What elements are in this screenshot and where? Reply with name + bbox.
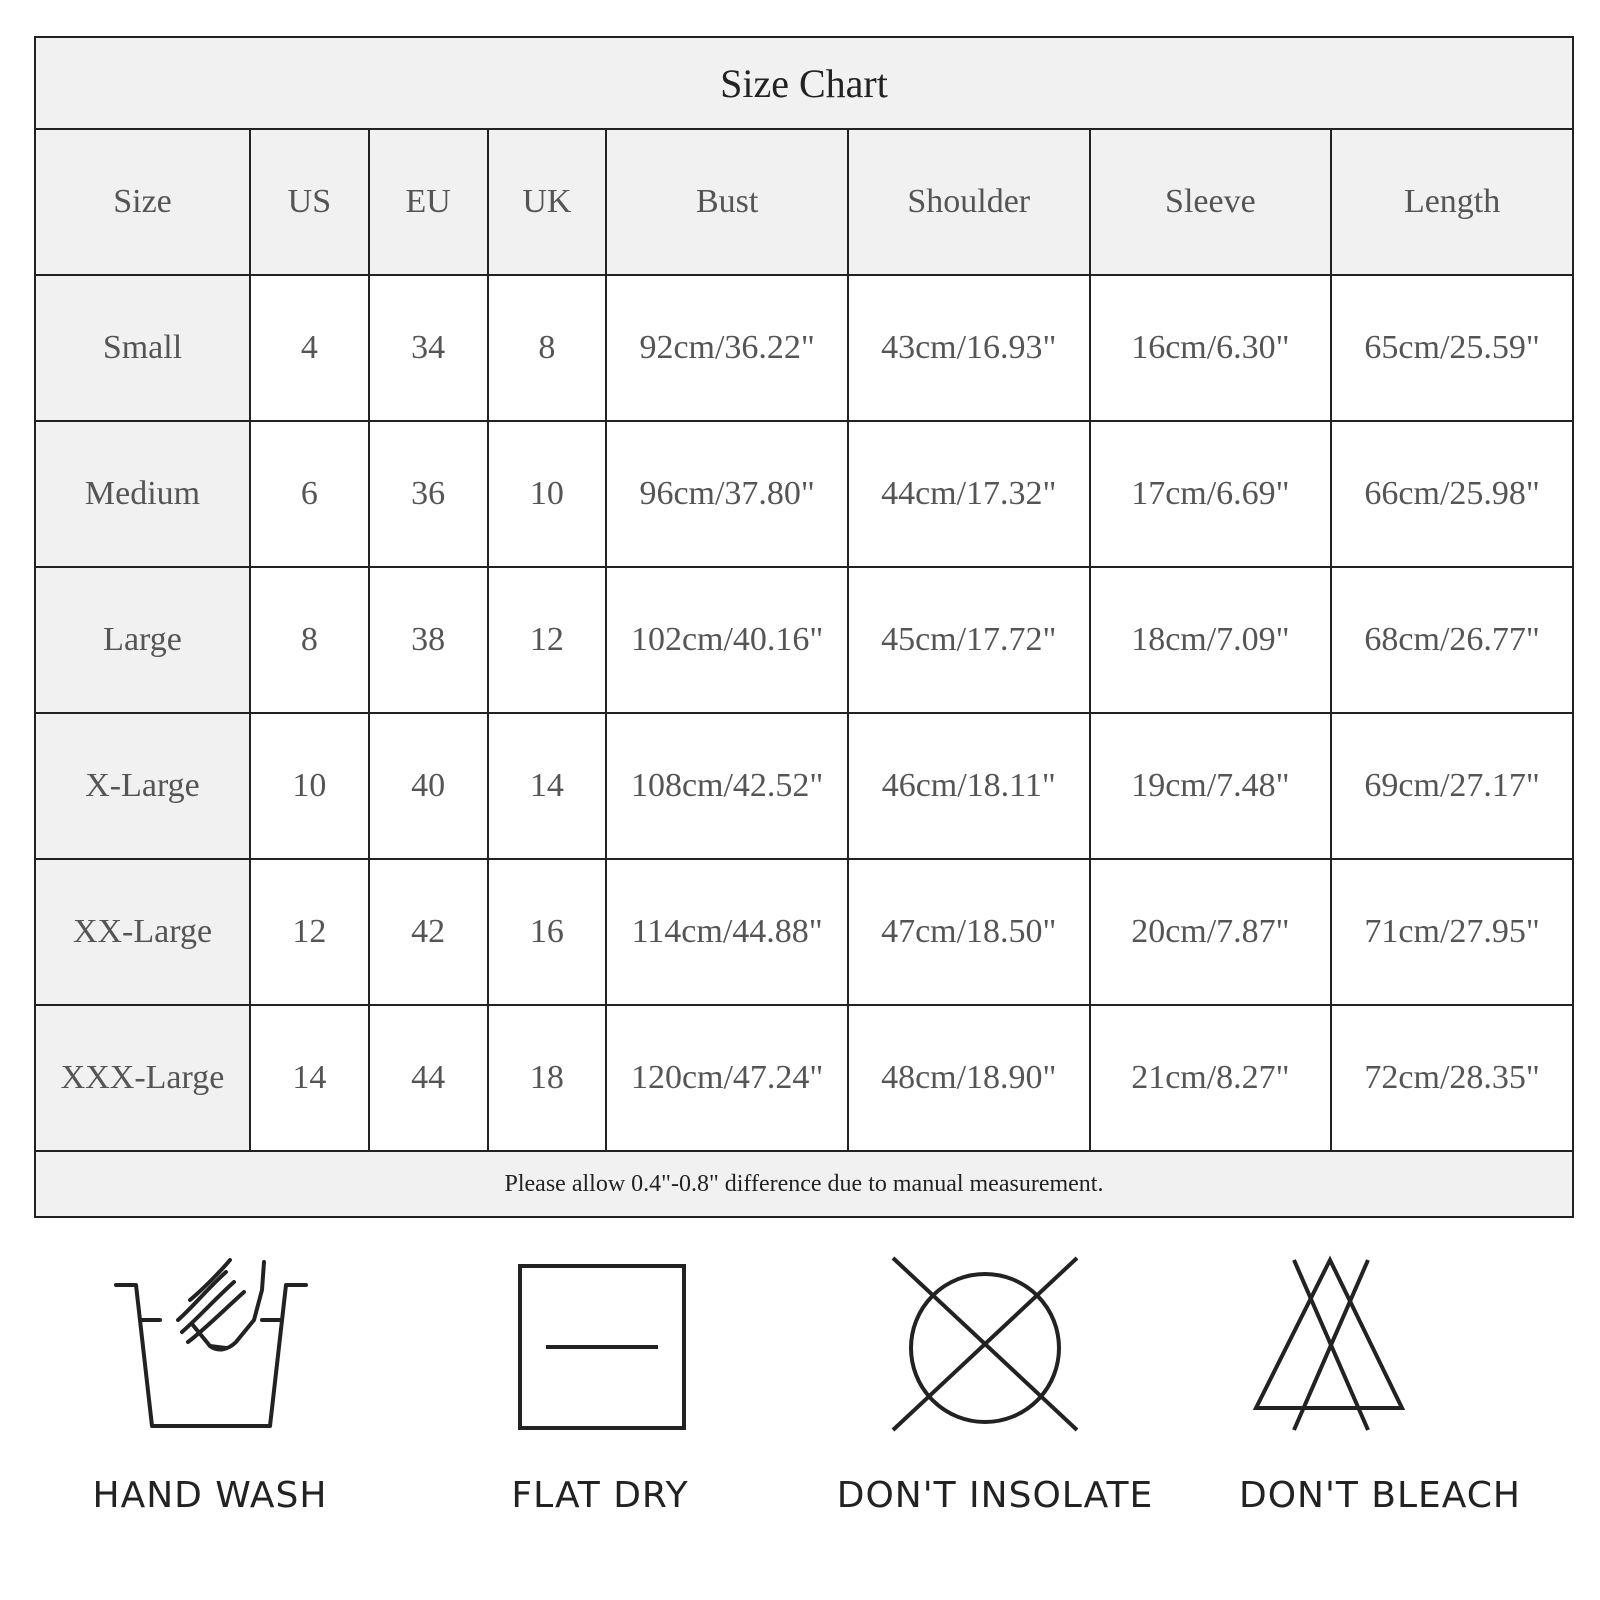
us-cell: 14	[250, 1005, 369, 1151]
eu-cell: 34	[369, 275, 488, 421]
column-header-bust: Bust	[606, 129, 848, 275]
column-header-size: Size	[35, 129, 250, 275]
dont-bleach-icon	[1200, 1250, 1560, 1450]
eu-cell: 42	[369, 859, 488, 1005]
shoulder-cell: 44cm/17.32"	[848, 421, 1090, 567]
shoulder-cell: 43cm/16.93"	[848, 275, 1090, 421]
size-cell: XXX-Large	[35, 1005, 250, 1151]
uk-cell: 8	[488, 275, 607, 421]
bust-cell: 92cm/36.22"	[606, 275, 848, 421]
column-header-uk: UK	[488, 129, 607, 275]
chart-title: Size Chart	[35, 37, 1573, 129]
sleeve-cell: 20cm/7.87"	[1090, 859, 1332, 1005]
size-cell: Medium	[35, 421, 250, 567]
shoulder-cell: 48cm/18.90"	[848, 1005, 1090, 1151]
sleeve-cell: 18cm/7.09"	[1090, 567, 1332, 713]
care-item-hand-wash	[30, 1250, 390, 1570]
care-label: FLAT DRY	[511, 1475, 689, 1516]
bust-cell: 120cm/47.24"	[606, 1005, 848, 1151]
care-label: HAND WASH	[92, 1475, 328, 1516]
us-cell: 4	[250, 275, 369, 421]
us-cell: 6	[250, 421, 369, 567]
uk-cell: 18	[488, 1005, 607, 1151]
size-cell: XX-Large	[35, 859, 250, 1005]
eu-cell: 44	[369, 1005, 488, 1151]
sleeve-cell: 21cm/8.27"	[1090, 1005, 1332, 1151]
uk-cell: 16	[488, 859, 607, 1005]
sleeve-cell: 16cm/6.30"	[1090, 275, 1332, 421]
length-cell: 66cm/25.98"	[1331, 421, 1573, 567]
bust-cell: 114cm/44.88"	[606, 859, 848, 1005]
uk-cell: 10	[488, 421, 607, 567]
sleeve-cell: 17cm/6.69"	[1090, 421, 1332, 567]
length-cell: 69cm/27.17"	[1331, 713, 1573, 859]
hand-wash-icon	[30, 1250, 390, 1450]
bust-cell: 102cm/40.16"	[606, 567, 848, 713]
column-header-eu: EU	[369, 129, 488, 275]
uk-cell: 12	[488, 567, 607, 713]
care-label: DON'T BLEACH	[1238, 1475, 1522, 1516]
sleeve-cell: 19cm/7.48"	[1090, 713, 1332, 859]
length-cell: 65cm/25.59"	[1331, 275, 1573, 421]
bust-cell: 108cm/42.52"	[606, 713, 848, 859]
us-cell: 12	[250, 859, 369, 1005]
length-cell: 68cm/26.77"	[1331, 567, 1573, 713]
bust-cell: 96cm/37.80"	[606, 421, 848, 567]
care-item-flat-dry	[420, 1250, 780, 1570]
length-cell: 71cm/27.95"	[1331, 859, 1573, 1005]
size-cell: Small	[35, 275, 250, 421]
column-header-us: US	[250, 129, 369, 275]
column-header-length: Length	[1331, 129, 1573, 275]
size-cell: X-Large	[35, 713, 250, 859]
table-row	[35, 275, 1573, 421]
measurement-note: Please allow 0.4"-0.8" difference due to manual measurement.	[35, 1151, 1573, 1217]
us-cell: 8	[250, 567, 369, 713]
care-label: DON'T INSOLATE	[836, 1475, 1154, 1516]
shoulder-cell: 46cm/18.11"	[848, 713, 1090, 859]
eu-cell: 38	[369, 567, 488, 713]
shoulder-cell: 47cm/18.50"	[848, 859, 1090, 1005]
eu-cell: 36	[369, 421, 488, 567]
uk-cell: 14	[488, 713, 607, 859]
table-row	[35, 859, 1573, 1005]
dont-insolate-icon	[815, 1250, 1175, 1450]
eu-cell: 40	[369, 713, 488, 859]
table-row	[35, 421, 1573, 567]
table-row	[35, 567, 1573, 713]
column-header-shoulder: Shoulder	[848, 129, 1090, 275]
care-item-dont-bleach	[1200, 1250, 1560, 1570]
us-cell: 10	[250, 713, 369, 859]
size-chart-table	[34, 36, 1574, 1218]
table-row	[35, 1005, 1573, 1151]
flat-dry-icon	[420, 1250, 780, 1450]
care-item-dont-insolate	[815, 1250, 1175, 1570]
header-row	[35, 129, 1573, 275]
size-cell: Large	[35, 567, 250, 713]
shoulder-cell: 45cm/17.72"	[848, 567, 1090, 713]
length-cell: 72cm/28.35"	[1331, 1005, 1573, 1151]
table-row	[35, 713, 1573, 859]
column-header-sleeve: Sleeve	[1090, 129, 1332, 275]
